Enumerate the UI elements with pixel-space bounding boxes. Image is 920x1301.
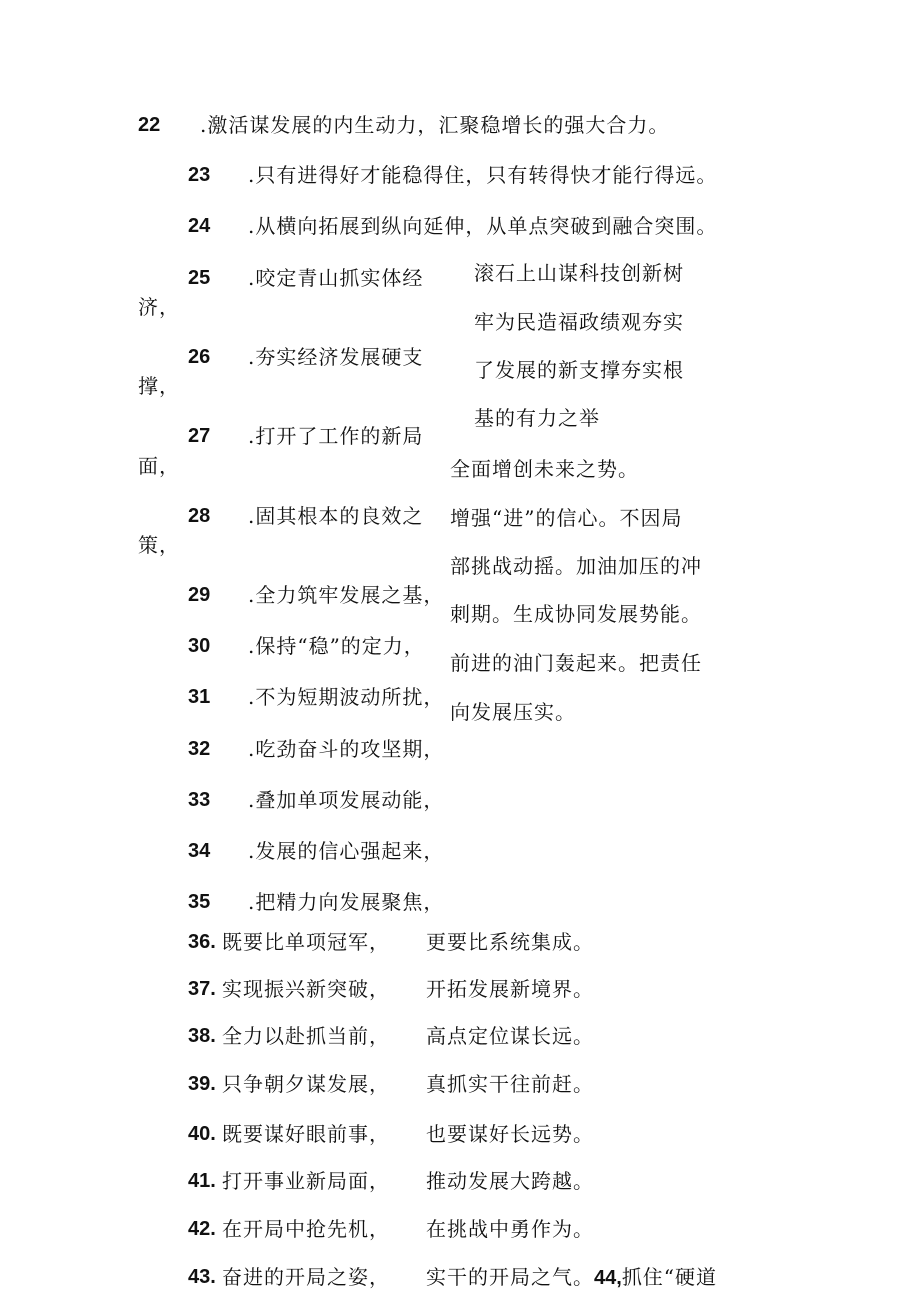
item-text: .激活谋发展的内生动力，汇聚稳增长的强大合力。 — [200, 113, 670, 137]
item-right-phrase: 真抓实干往前赶。 — [426, 1072, 594, 1096]
item-number: 28 — [188, 505, 211, 527]
item-number: 35 — [188, 891, 211, 913]
item-text: .叠加单项发展动能， — [248, 788, 445, 812]
right-column-line: 增强“进”的信心。不因局 — [450, 506, 683, 530]
item-right-phrase: 更要比系统集成。 — [426, 930, 594, 954]
item-number: 41. — [188, 1170, 216, 1192]
item-number-inline: 44, — [594, 1267, 622, 1289]
item-left-phrase: 既要比单项冠军， — [222, 930, 390, 954]
item-text: .只有进得好才能稳得住，只有转得快才能行得远。 — [248, 163, 718, 187]
item-left-phrase: 全力以赴抓当前， — [222, 1024, 390, 1048]
item-number: 30 — [188, 635, 211, 657]
item-text: .保持“稳”的定力， — [248, 634, 425, 658]
right-column-line: 滚石上山谋科技创新树 — [474, 261, 684, 285]
item-text: .吃劲奋斗的攻坚期， — [248, 737, 445, 761]
item-number: 36. — [188, 931, 216, 953]
item-number: 42. — [188, 1218, 216, 1240]
item-number: 40. — [188, 1123, 216, 1145]
item-number: 29 — [188, 584, 211, 606]
item-number: 22 — [138, 114, 161, 136]
item-text: .不为短期波动所扰， — [248, 685, 445, 709]
right-column-line: 向发展压实。 — [450, 700, 576, 724]
item-left-phrase: 奋进的开局之姿， — [222, 1265, 390, 1289]
right-column-line: 前进的油门轰起来。把责任 — [450, 651, 702, 675]
right-column-line: 刺期。生成协同发展势能。 — [450, 602, 702, 626]
item-left-phrase: 在开局中抢先机， — [222, 1217, 390, 1241]
item-tail-text: 抓住“硬道 — [621, 1265, 718, 1289]
item-number: 27 — [188, 425, 211, 447]
item-right-phrase: 高点定位谋长远。 — [426, 1024, 594, 1048]
item-text: .发展的信心强起来， — [248, 839, 445, 863]
item-number: 43. — [188, 1266, 216, 1288]
item-right-phrase: 推动发展大跨越。 — [426, 1169, 594, 1193]
item-text: .全力筑牢发展之基， — [248, 583, 445, 607]
item-left-phrase: 打开事业新局面， — [222, 1169, 390, 1193]
item-right-phrase: 开拓发展新境界。 — [426, 977, 594, 1001]
item-number: 26 — [188, 346, 211, 368]
item-right-phrase-text: 实干的开局之气。 — [426, 1265, 594, 1289]
item-number: 34 — [188, 840, 211, 862]
right-column-line: 全面增创未来之势。 — [450, 457, 639, 481]
right-column-line: 基的有力之举 — [474, 406, 600, 430]
right-column-line: 部挑战动摇。加油加压的冲 — [450, 554, 702, 578]
item-left-phrase: 既要谋好眼前事， — [222, 1122, 390, 1146]
item-text: .夯实经济发展硬支 — [248, 345, 424, 369]
right-column-line: 牢为民造福政绩观夯实 — [474, 310, 684, 334]
item-text-wrap: 撑， — [138, 374, 180, 398]
item-text-wrap: 济， — [138, 295, 180, 319]
item-number: 31 — [188, 686, 211, 708]
item-right-phrase — [426, 1264, 717, 1291]
item-number: 39. — [188, 1073, 216, 1095]
item-left-phrase: 实现振兴新突破， — [222, 977, 390, 1001]
item-right-phrase: 也要谋好长远势。 — [426, 1122, 594, 1146]
item-text: .咬定青山抓实体经 — [248, 266, 424, 290]
item-number: 38. — [188, 1025, 216, 1047]
right-column-line: 了发展的新支撑夯实根 — [474, 358, 684, 382]
item-text-wrap: 面， — [138, 454, 180, 478]
item-text-wrap: 策， — [138, 533, 180, 557]
item-number: 37. — [188, 978, 216, 1000]
item-number: 32 — [188, 738, 211, 760]
item-text: .把精力向发展聚焦， — [248, 890, 445, 914]
item-left-phrase: 只争朝夕谋发展， — [222, 1072, 390, 1096]
item-number: 25 — [188, 267, 211, 289]
item-number: 23 — [188, 164, 211, 186]
item-right-phrase: 在挑战中勇作为。 — [426, 1217, 594, 1241]
item-text: .打开了工作的新局 — [248, 424, 424, 448]
item-number: 33 — [188, 789, 211, 811]
item-text: .从横向拓展到纵向延伸，从单点突破到融合突围。 — [248, 214, 718, 238]
item-text: .固其根本的良效之 — [248, 504, 424, 528]
item-number: 24 — [188, 215, 211, 237]
